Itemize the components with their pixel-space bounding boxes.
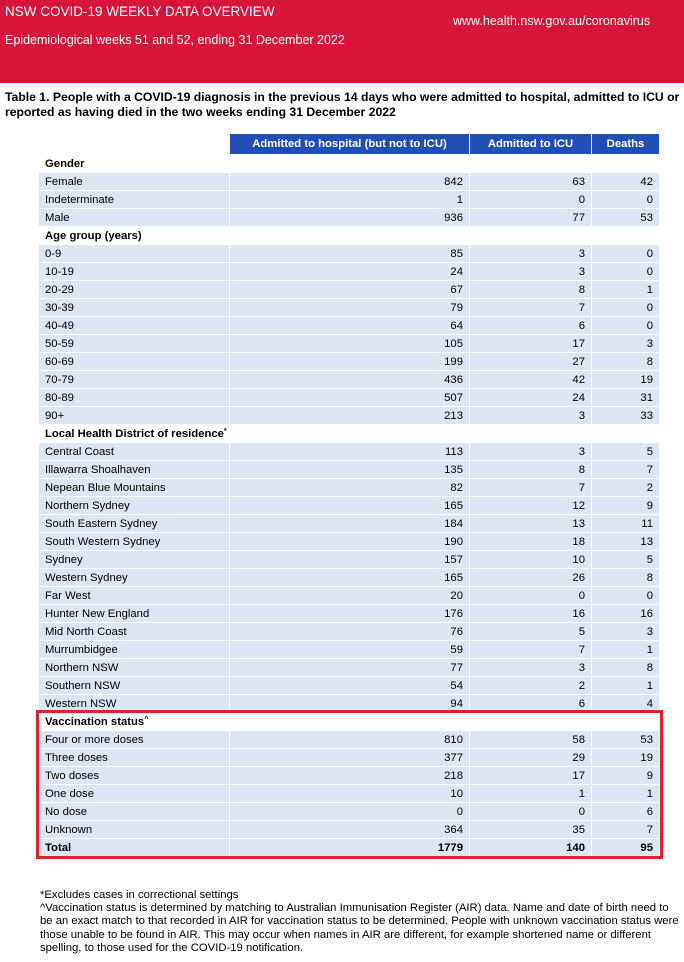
cell-hospital: 54	[230, 677, 470, 695]
table-row	[39, 587, 660, 605]
table-row	[39, 245, 660, 263]
table-row	[39, 749, 660, 767]
section-header-row	[39, 425, 660, 443]
cell-deaths: 8	[592, 353, 660, 371]
section-label: Age group (years)	[45, 229, 142, 242]
table-row	[39, 371, 660, 389]
cell-deaths: 4	[592, 695, 660, 713]
cell-hospital: 76	[230, 623, 470, 641]
cell-hospital: 105	[230, 335, 470, 353]
table-row	[39, 533, 660, 551]
column-header-deaths: Deaths	[592, 134, 660, 155]
cell-hospital: 10	[230, 785, 470, 803]
row-label: Central Coast	[39, 443, 230, 461]
cell-deaths: 19	[592, 749, 660, 767]
cell-icu: 8	[470, 461, 592, 479]
row-label: 10-19	[39, 263, 230, 281]
row-label: Western Sydney	[39, 569, 230, 587]
table-row	[39, 785, 660, 803]
cell-hospital: 1	[230, 191, 470, 209]
table-row	[39, 173, 660, 191]
cell-icu: 63	[470, 173, 592, 191]
header-blank-cell	[39, 134, 230, 155]
cell-icu: 3	[470, 263, 592, 281]
row-label: 50-59	[39, 335, 230, 353]
row-label: Western NSW	[39, 695, 230, 713]
row-label: Illawarra Shoalhaven	[39, 461, 230, 479]
row-label: 90+	[39, 407, 230, 425]
row-label: Northern Sydney	[39, 497, 230, 515]
cell-deaths: 1	[592, 785, 660, 803]
table-row	[39, 641, 660, 659]
cell-icu: 16	[470, 605, 592, 623]
cell-hospital: 64	[230, 317, 470, 335]
cell-hospital: 82	[230, 479, 470, 497]
row-label: Unknown	[39, 821, 230, 839]
cell-hospital: 165	[230, 497, 470, 515]
cell-deaths: 0	[592, 191, 660, 209]
cell-deaths: 42	[592, 173, 660, 191]
cell-hospital: 79	[230, 299, 470, 317]
section-footnote-marker: *	[223, 427, 227, 435]
cell-icu: 17	[470, 335, 592, 353]
section-header-row	[39, 227, 660, 245]
row-label: 30-39	[39, 299, 230, 317]
table-row	[39, 515, 660, 533]
cell-deaths: 7	[592, 821, 660, 839]
report-title: NSW COVID-19 WEEKLY DATA OVERVIEW	[5, 4, 275, 19]
cell-deaths: 5	[592, 443, 660, 461]
row-label: Two doses	[39, 767, 230, 785]
row-label: Northern NSW	[39, 659, 230, 677]
row-label: 70-79	[39, 371, 230, 389]
row-label: 60-69	[39, 353, 230, 371]
row-label: Murrumbidgee	[39, 641, 230, 659]
table-row	[39, 767, 660, 785]
row-label: Female	[39, 173, 230, 191]
column-header-hospital: Admitted to hospital (but not to ICU)	[230, 134, 470, 155]
cell-hospital: 184	[230, 515, 470, 533]
table-body	[39, 155, 660, 857]
table-row	[39, 695, 660, 713]
cell-icu: 3	[470, 245, 592, 263]
cell-deaths: 16	[592, 605, 660, 623]
table-row	[39, 731, 660, 749]
cell-deaths: 0	[592, 317, 660, 335]
cell-hospital: 59	[230, 641, 470, 659]
cell-deaths: 53	[592, 209, 660, 227]
cell-icu: 58	[470, 731, 592, 749]
section-header	[39, 425, 660, 443]
row-label: 20-29	[39, 281, 230, 299]
row-label: Male	[39, 209, 230, 227]
cell-deaths: 31	[592, 389, 660, 407]
row-label: Far West	[39, 587, 230, 605]
table-row	[39, 551, 660, 569]
source-url: www.health.nsw.gov.au/coronavirus	[453, 14, 651, 28]
table-row	[39, 281, 660, 299]
table-row	[39, 299, 660, 317]
cell-deaths: 1	[592, 677, 660, 695]
section-header	[39, 227, 660, 245]
footnotes	[40, 889, 680, 955]
cell-hospital: 218	[230, 767, 470, 785]
total-icu: 140	[470, 839, 592, 857]
cell-icu: 3	[470, 443, 592, 461]
cell-hospital: 20	[230, 587, 470, 605]
footnote-correctional: *Excludes cases in correctional settings	[40, 889, 239, 901]
cell-deaths: 8	[592, 659, 660, 677]
report-subtitle: Epidemiological weeks 51 and 52, ending 31 December 2022	[5, 33, 345, 47]
table-row	[39, 443, 660, 461]
row-label: Sydney	[39, 551, 230, 569]
cell-hospital: 113	[230, 443, 470, 461]
table-row	[39, 353, 660, 371]
total-deaths: 95	[592, 839, 660, 857]
cell-icu: 24	[470, 389, 592, 407]
footnote-vaccination: ^Vaccination status is determined by matching to Australian Immunisation Register (AIR) data. Name and date of birth need to be an exact match to that recorded in AIR for vaccination status to be determined. People with unknown vaccination status were those unable to be found in AIR. This may occur when names in AIR are different, for example shortened name or different spelling, to those used for the COVID-19 notification.	[40, 902, 679, 954]
cell-deaths: 0	[592, 299, 660, 317]
row-label: Indeterminate	[39, 191, 230, 209]
table-row	[39, 263, 660, 281]
cell-hospital: 936	[230, 209, 470, 227]
row-label: 40-49	[39, 317, 230, 335]
table-row	[39, 191, 660, 209]
cell-deaths: 7	[592, 461, 660, 479]
row-label: Nepean Blue Mountains	[39, 479, 230, 497]
row-label: South Eastern Sydney	[39, 515, 230, 533]
cell-deaths: 1	[592, 641, 660, 659]
page-banner	[0, 0, 684, 83]
section-label: Vaccination status	[45, 715, 145, 728]
cell-hospital: 0	[230, 803, 470, 821]
cell-hospital: 77	[230, 659, 470, 677]
table-row	[39, 479, 660, 497]
table-row	[39, 623, 660, 641]
section-label: Local Health District of residence	[45, 427, 224, 440]
table-row	[39, 461, 660, 479]
table-row	[39, 497, 660, 515]
cell-icu: 3	[470, 659, 592, 677]
table-row	[39, 335, 660, 353]
cell-deaths: 9	[592, 767, 660, 785]
section-header-row	[39, 713, 660, 731]
section-label: Gender	[45, 157, 85, 170]
table-row	[39, 803, 660, 821]
section-header	[39, 155, 660, 173]
cell-icu: 5	[470, 623, 592, 641]
section-header-row	[39, 155, 660, 173]
cell-icu: 7	[470, 299, 592, 317]
total-label: Total	[39, 839, 230, 857]
cell-deaths: 6	[592, 803, 660, 821]
row-label: 80-89	[39, 389, 230, 407]
column-header-icu: Admitted to ICU	[470, 134, 592, 155]
cell-deaths: 0	[592, 263, 660, 281]
row-label: Four or more doses	[39, 731, 230, 749]
cell-deaths: 53	[592, 731, 660, 749]
cell-icu: 3	[470, 407, 592, 425]
table-row	[39, 317, 660, 335]
cell-hospital: 85	[230, 245, 470, 263]
table-caption: Table 1. People with a COVID-19 diagnosis in the previous 14 days who were admitted to hospital, admitted to ICU or reported as having died in the two weeks ending 31 December 2022	[5, 90, 680, 119]
cell-hospital: 199	[230, 353, 470, 371]
cell-hospital: 157	[230, 551, 470, 569]
cell-hospital: 176	[230, 605, 470, 623]
section-header	[39, 713, 660, 731]
table-row	[39, 569, 660, 587]
cell-icu: 6	[470, 317, 592, 335]
row-label: Three doses	[39, 749, 230, 767]
row-label: Mid North Coast	[39, 623, 230, 641]
cell-icu: 18	[470, 533, 592, 551]
row-label: South Western Sydney	[39, 533, 230, 551]
total-hospital: 1779	[230, 839, 470, 857]
cell-deaths: 33	[592, 407, 660, 425]
total-row	[39, 839, 660, 857]
row-label: One dose	[39, 785, 230, 803]
table-row	[39, 209, 660, 227]
cell-icu: 77	[470, 209, 592, 227]
row-label: No dose	[39, 803, 230, 821]
cell-deaths: 1	[592, 281, 660, 299]
row-label: Hunter New England	[39, 605, 230, 623]
table-row	[39, 605, 660, 623]
row-label: Southern NSW	[39, 677, 230, 695]
cell-hospital: 135	[230, 461, 470, 479]
table-row	[39, 677, 660, 695]
table-row	[39, 659, 660, 677]
cell-icu: 27	[470, 353, 592, 371]
cell-deaths: 0	[592, 245, 660, 263]
cell-hospital: 67	[230, 281, 470, 299]
cell-icu: 0	[470, 191, 592, 209]
cell-hospital: 24	[230, 263, 470, 281]
cell-icu: 7	[470, 479, 592, 497]
table-row	[39, 389, 660, 407]
cell-hospital: 190	[230, 533, 470, 551]
cell-icu: 8	[470, 281, 592, 299]
section-footnote-marker: ^	[144, 715, 149, 723]
cell-deaths: 5	[592, 551, 660, 569]
cell-deaths: 11	[592, 515, 660, 533]
cell-deaths: 9	[592, 497, 660, 515]
cell-deaths: 0	[592, 587, 660, 605]
cell-icu: 35	[470, 821, 592, 839]
cell-icu: 17	[470, 767, 592, 785]
cell-hospital: 507	[230, 389, 470, 407]
table-row	[39, 407, 660, 425]
cell-deaths: 2	[592, 479, 660, 497]
cell-hospital: 436	[230, 371, 470, 389]
cell-icu: 1	[470, 785, 592, 803]
cell-icu: 0	[470, 587, 592, 605]
cell-icu: 42	[470, 371, 592, 389]
cell-hospital: 842	[230, 173, 470, 191]
cell-icu: 2	[470, 677, 592, 695]
cell-deaths: 3	[592, 335, 660, 353]
cell-deaths: 8	[592, 569, 660, 587]
cell-icu: 10	[470, 551, 592, 569]
cell-hospital: 810	[230, 731, 470, 749]
cell-icu: 12	[470, 497, 592, 515]
cell-hospital: 364	[230, 821, 470, 839]
cell-icu: 7	[470, 641, 592, 659]
cell-hospital: 377	[230, 749, 470, 767]
cell-hospital: 213	[230, 407, 470, 425]
cell-icu: 0	[470, 803, 592, 821]
table-header-row	[39, 134, 660, 155]
table-row	[39, 821, 660, 839]
cell-icu: 26	[470, 569, 592, 587]
cell-icu: 6	[470, 695, 592, 713]
cell-icu: 29	[470, 749, 592, 767]
cell-deaths: 3	[592, 623, 660, 641]
cell-icu: 13	[470, 515, 592, 533]
cell-deaths: 19	[592, 371, 660, 389]
cell-deaths: 13	[592, 533, 660, 551]
admissions-table	[38, 133, 660, 857]
row-label: 0-9	[39, 245, 230, 263]
cell-hospital: 165	[230, 569, 470, 587]
cell-hospital: 94	[230, 695, 470, 713]
